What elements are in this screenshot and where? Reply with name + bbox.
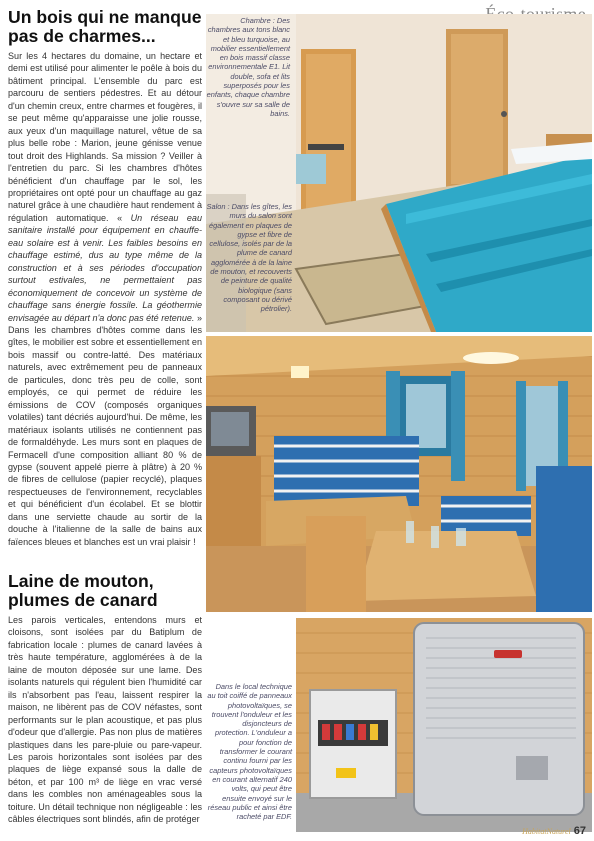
magazine-name: HabitatNaturel	[522, 827, 571, 836]
photo-salon	[206, 336, 592, 612]
paragraph-bois-quote: Un réseau eau sanitaire installé pour équipement en chauffe-eau solaire est à venir. Les faibles besoins en chauffage estimé, dus au type même de la construction et à ses périodes d'occupation surtout estivales, ne permettaient pas économiquement de concevoir un système de chauffage sans énergie fossile. La géothermie envisagée au départ n'a donc pas été retenue.	[8, 212, 202, 323]
page-number: 67	[573, 825, 586, 837]
headline-bois: Un bois qui ne manque pas de charmes...	[8, 7, 202, 46]
photo-local-technique	[296, 618, 592, 832]
caption-salon: Salon : Dans les gîtes, les murs du salon sont également en plaques de gypse et fibre de cellulose, isolés par de la plume de canard agglomérée à de la laine de mouton, et recouverts de peinture de qualité biologique (sans composant ou dérivé pétrolier).	[206, 202, 292, 314]
paragraph-laine: Les parois verticales, entendons murs et cloisons, sont isolées par du Batiplum de fabrication locale : plumes de canard lavées à très haute température, agglomérées à de la laine de mouton déposée sur une lame. Des isolants naturels qui régulent bien l'humidité car ils n'absorbent pas l'eau, laissent respirer la maison, ne libèrent pas de COV néfastes, sont performants sur le plan acoustique, et pas plus d'odeur que d'allergie. Pas non plus de matières plastiques dans les pare-pluie ou pare-vapeur. Les parois horizontales sont isolées par des plaques de liège expansé sous la dalle de béton, et par 100 m³ de liège en vrac versé dans les combles non aménageables sous la toiture. Un détail technique non négligeable : les câbles électriques sont blindés, afin de protéger	[8, 615, 202, 825]
caption-chambre: Chambre : Des chambres aux tons blanc et bleu turquoise, au mobilier essentiellement en bois massif classe environnementale E1. Lit double, sofa et lits superposés pour les enfants, chaque chambre s'ouvre sur sa salle de bains.	[206, 16, 290, 118]
article-column-1	[8, 8, 202, 548]
paragraph-bois-text: Sur les 4 hectares du domaine, un hectare et demi est utilisé pour alimenter le poêle à bois du bâtiment principal. L'ensemble du parc est parcouru de sentiers pédestres. Et au détour d'un chemin creux, entre charmes et fougères, il se peut même qu'apparaisse une jolie rousse, aux yeux d'un maquillage naturel, vêtue de sa plus belle robe : Marion, jeune génisse venue tout droit des Highlands. Sa mission ? Veiller à l'entretien du parc. Si les chambres d'hôtes bénéficient d'un chauffage par le sol, les propriétaires ont opté pour un chauffage au gaz naturel grâce à une chaudière haut rendement à régulation automatique. «	[8, 51, 202, 223]
paragraph-bois-tail: » Dans les chambres d'hôtes comme dans les gîtes, le mobilier est sobre et essentiellement en bois massif ou contre-latté. Des matériaux naturels, avec extrêmement peu de panneaux de particules, donc très peu de colle, sont employés, ce qui permet de réduire les émissions de COV (composés organiques volatiles) tant décriés aujourd'hui. De même, les matériaux isolants utilisés ne contiennent pas de formaldéhyde. Les murs sont en plaques de Fermacell d'une composition alliant 80 % de gypse (souvent appelé pierre à plâtre) à 20 % de fibres de cellulose (papier recyclé), plaques respectueuses de l'environnement, recyclables et qui bénéficient d'un écolabel. Et se blottir dans une serviette chaude au sortir de la douche à l'italienne de la salle de bains aux faïences bleues et blanches est un vrai plaisir !	[8, 312, 202, 547]
paragraph-bois	[8, 50, 202, 548]
headline-laine: Laine de mouton, plumes de canard	[8, 571, 158, 610]
caption-local-technique: Dans le local technique au toit coiffé de panneaux photovoltaïques, se trouvent l'onduleur et les disjoncteurs de protection. L'onduleur a pour fonction de transformer le courant continu fourni par les capteurs photovoltaïques en courant alternatif 240 volts, qui peut être ensuite envoyé sur le réseau public et ainsi être racheté par EDF.	[207, 682, 292, 822]
page-footer	[522, 825, 586, 837]
article-column-2	[8, 572, 202, 826]
